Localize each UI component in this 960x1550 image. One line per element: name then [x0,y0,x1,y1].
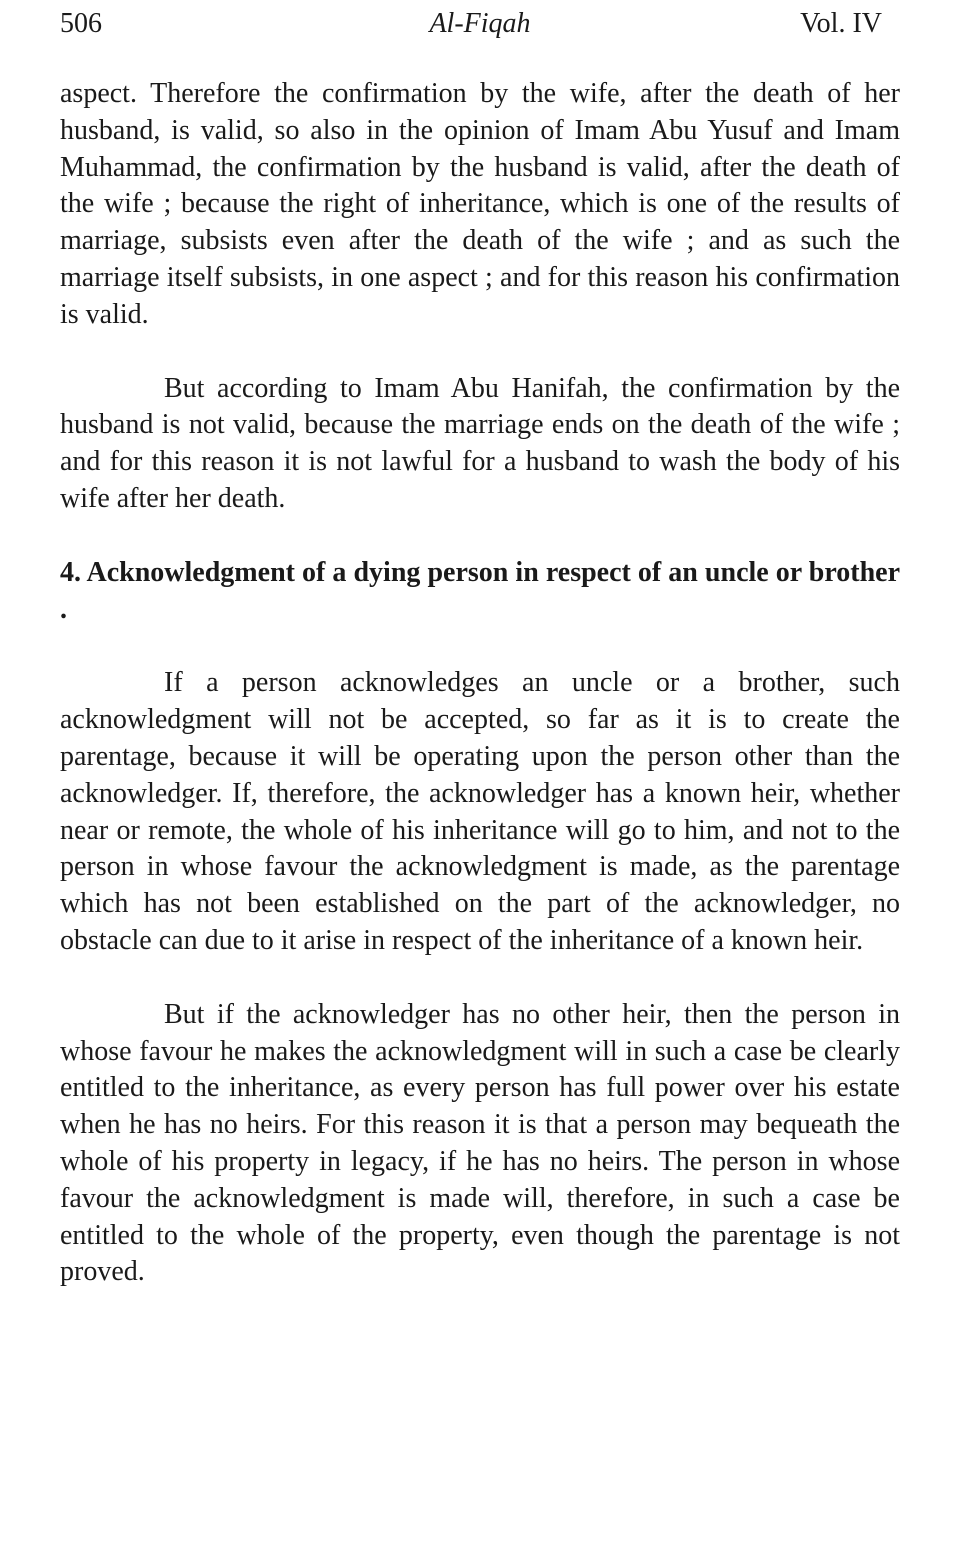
paragraph-spacer [60,960,900,997]
paragraph-continued: aspect. Therefore the confirmation by the wife, after the death of her husband, is valid, so also in the opinion of Imam Abu Yusuf and Imam Muhammad, the confirmation by the husband is valid, after the death of the wife ; because the right of inheritance, which is one of the results of marriage, subsists even after the death of the wife ; and as such the marriage itself subsists, in one aspect ; and for this reason his confirmation is valid. [60,78,900,330]
paragraph-acknowledgment-uncle-brother: If a person acknowledges an uncle or a brother, such acknowledgment will not be accepted, so far as it is to create the parentage, because it will be operating upon the person other than the acknowledger. If, therefore, the acknowledger has a known heir, whether near or remote, the whole of his inheritance will go to him, and not to the person in whose favour the acknowledgment is made, as the parentage which has not been established on the part of the acknowledger, no obstacle can due to it arise in respect of the inheritance of a known heir. [60,667,900,956]
paragraph-abu-hanifah-opinion: But according to Imam Abu Hanifah, the confirmation by the husband is not valid, because the marriage ends on the death of the wife ; and for this reason it is not lawful for a husband to wash the body of his wife after her death. [60,372,900,514]
paragraph-no-other-heir: But if the acknowledger has no other heir, then the person in whose favour he makes the acknowledgment will in such a case be clearly entitled to the inheritance, as every person has full power over his estate when he has no heirs. For this reason it is that a person may bequeath the whole of his property in legacy, if he has no heirs. The person in whose favour the acknowledgment is made will, therefore, in such a case be entitled to the whole of the property, even though the parentage is not proved. [60,998,900,1288]
paragraph-spacer [60,628,900,665]
volume-label: Vol. IV [800,8,882,39]
body-text [60,76,900,1291]
page-number: 506 [60,8,102,39]
paragraph-spacer [60,518,900,555]
section-heading: 4. Acknowledgment of a dying person in respect of an uncle or brother . [60,556,900,625]
paragraph-spacer [60,334,900,371]
book-title: Al-Fiqah [429,8,531,39]
running-head [60,4,900,44]
